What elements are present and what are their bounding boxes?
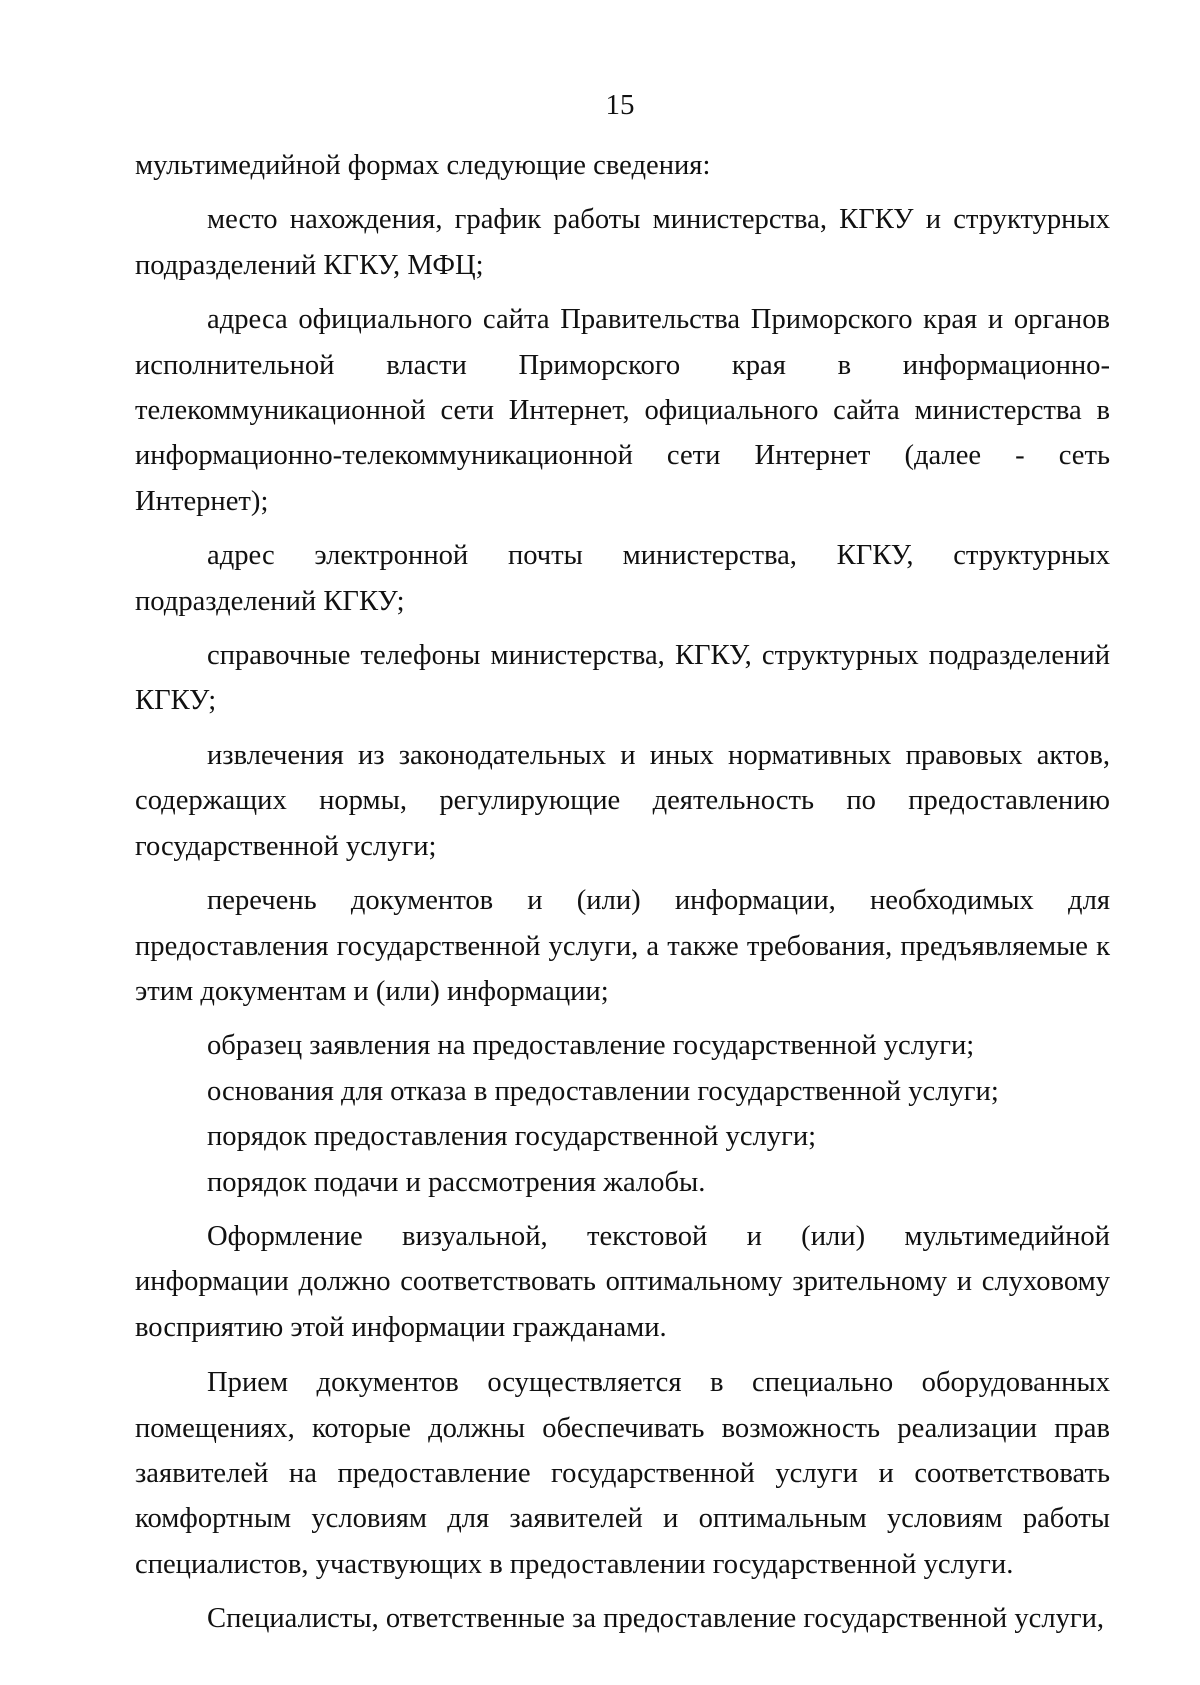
paragraph-websites: адреса официального сайта Правительства Приморского края и органов исполнительной власти Приморского края в информационно-телекоммуникационной сети Интернет, официального сайта министерства в информационно-телекоммуникационной сети Интернет (далее - сеть Интернет); xyxy=(135,304,1110,517)
paragraph-specialists: Специалисты, ответственные за предоставление государственной услуги, xyxy=(207,1603,1105,1635)
paragraph-document-list: перечень документов и (или) информации, необходимых для предоставления государственной услуги, а также требования, предъявляемые к этим документам и (или) информации; xyxy=(135,885,1110,1007)
paragraph-information-design: Оформление визуальной, текстовой и (или) мультимедийной информации должно соответствовать оптимальному зрительному и слуховому восприятию этой информации гражданами. xyxy=(135,1220,1110,1343)
paragraph-intro-continuation: мультимедийной формах следующие сведения: xyxy=(135,150,711,181)
paragraph-legal-extracts: извлечения из законодательных и иных нормативных правовых актов, содержащих нормы, регулирующие деятельность по предоставлению государственной услуги; xyxy=(135,739,1110,862)
paragraph-complaints: порядок подачи и рассмотрения жалобы. xyxy=(207,1166,706,1198)
paragraph-location: место нахождения, график работы министерства, КГКУ и структурных подразделений КГКУ, МФЦ; xyxy=(135,204,1110,281)
paragraph-phones: справочные телефоны министерства, КГКУ, структурных подразделений КГКУ; xyxy=(135,640,1110,717)
document-body xyxy=(135,143,1110,1642)
page-number: 15 xyxy=(605,89,635,121)
paragraph-email: адрес электронной почты министерства, КГКУ, структурных подразделений КГКУ; xyxy=(135,540,1110,617)
paragraph-refusal-grounds: основания для отказа в предоставлении государственной услуги; xyxy=(207,1075,999,1107)
paragraph-reception-premises: Прием документов осуществляется в специально оборудованных помещениях, которые должны обеспечивать возможность реализации прав заявителей на предоставление государственной услуги и соответствовать комфортным условиям для заявителей и оптимальным условиям работы специалистов, участвующих в предоставлении государственной услуги. xyxy=(135,1367,1110,1580)
paragraph-application-sample: образец заявления на предоставление государственной услуги; xyxy=(207,1030,975,1062)
paragraph-procedure: порядок предоставления государственной услуги; xyxy=(207,1121,817,1153)
